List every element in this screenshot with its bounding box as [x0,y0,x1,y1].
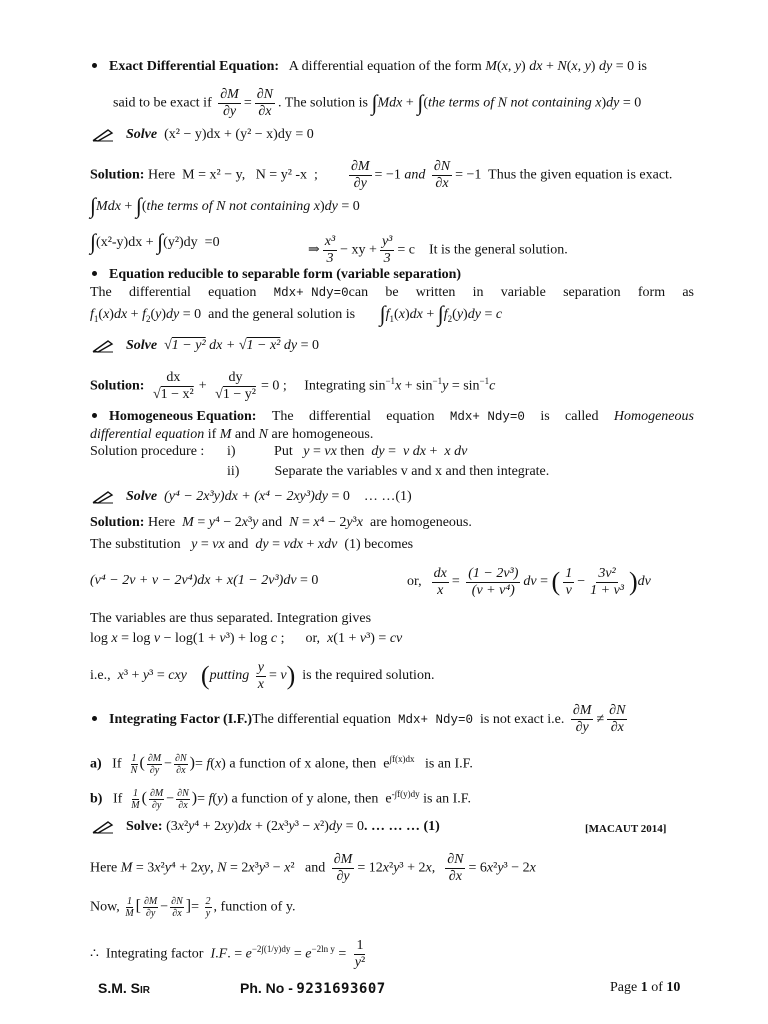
integrating-rule-a: a) If $\frac{1}{N}$ ( $\frac{\partial M}{\partial y}$ − $\frac{\partial N}{\partial x}$ )= f(x) a function of x alone, then $e^{\int f(x)dx}$ is an I.F. [90,752,473,776]
separable-heading-line [92,266,461,284]
footer-phone [240,978,386,1000]
integrating-solution-line2: Now, $\frac{1}{M}$ [ $\frac{\partial M}{\partial y}$ − $\frac{\partial N}{\partial x}$ ]= $\frac{2}{y}$ , function of y. [90,896,296,919]
homogeneous-solve-line: Solve (y⁴ − 2x³y)dx + (x⁴ − 2xy³)dy = 0 … …(1) [92,488,412,506]
homogeneous-step2: ii) Separate the variables v and x and then integrate. [227,464,550,479]
pen-icon [92,339,114,353]
homogeneous-step1: i) Put y = vx then dy = v dx + x dv [227,444,468,459]
footer-page-number: Page 1 of 10 [610,980,681,995]
phone-label: Ph. No - [240,980,293,996]
exact-solution-result: ⇒ $\frac{\text{x³}}{3}$ − xy + $\frac{\text{y³}}{3}$ = c It is the general solution. [308,234,568,266]
homogeneous-line2: differential equation if M and N are homogeneous. [90,427,374,442]
homogeneous-solution-line5: log x = log v − log(1 + v³) + log c ; or, x(1 + v³) = cv [90,631,403,646]
integrating-rule-b: b) If $\frac{1}{M}$ ( $\frac{\partial M}{\partial y}$ − $\frac{\partial N}{\partial x}$ )= f(y) a function of y alone, then $e^{-\int f(y)dy}$ is an I.F. [90,787,471,811]
bullet-icon [92,716,97,721]
homogeneous-solution-line6: i.e., x³ + y³ = cxy (putting $\frac{y}{x}$ = v) is the required solution. [90,659,435,692]
homogeneous-solution-line3: (v⁴ − 2v + v − 2v⁴)dx + x(1 − 2v³)dv = 0 [90,573,319,588]
homogeneous-solution-line3b: or, $\frac{dx}{x}$ = $\frac{\text{(1 − 2v³)}}{\text{(v + v⁴)}}$ dv = ( $\frac{1}{v}$ − $\frac{\text{3v²}}{\text{1 + v³}}$ )dv [407,565,651,598]
bullet-icon [92,413,97,418]
bullet-icon [92,271,97,276]
homogeneous-solution-line2: The substitution y = vx and dy = vdx + xdv (1) becomes [90,537,414,552]
homogeneous-procedure: Solution procedure : [90,444,205,459]
integrating-solution-line1: Here M = 3x²y⁴ + 2xy, N = 2x³y³ − x² and $\frac{\partial M}{\partial y}$ = 12x²y³ + 2x, $\frac{\partial N}{\partial x}$ = 6x²y³ − 2x [90,852,536,884]
pen-icon [92,820,114,834]
separable-solve-line: Solve √1 − y² dx + √1 − x² dy = 0 [92,337,319,355]
exact-solution-line1: Solution: Here M = x² − y, N = y² -x ; $\frac{\partial M}{\partial y}$ = −1 and $\frac{\partial N}{\partial x}$ = −1 Thus the given equation is exact. [90,159,673,191]
homogeneous-solution-line1: Solution: Here M = y⁴ − 2x³y and N = x⁴ − 2y³x are homogeneous. [90,515,472,530]
separable-line1: The differential equation Mdx+ Ndy=0can be written in variable separation form as [90,285,694,300]
pen-icon [92,128,114,142]
phone-number: 9231693607 [296,981,386,997]
rule-a-label: a) [90,756,102,772]
homogeneous-line1: Homogeneous Equation: The differential equation Mdx+ Ndy=0 is called Homogeneous [92,408,694,426]
exact-def-line1: Exact Differential Equation: A differential equation of the form M(x, y) dx + N(x, y) dy = 0 is [92,58,647,76]
separable-line2: $f_1(x)dx + f_2(y)dy = 0$ and the general solution is $\int f_1(x)dx + \int f_2(y)dy = c$ [90,301,503,326]
exact-solution-line3: ∫(x²-y)dx + ∫(y²)dy =0 [90,229,220,254]
rule-b-label: b) [90,791,103,807]
bullet-icon [92,63,97,68]
integrating-solve-line: Solve: (3x²y⁴ + 2xy)dx + (2x³y³ − x²)dy = 0. … … … (1) [92,818,440,836]
integrating-line1: Integrating Factor (I.F.)The differential equation Mdx+ Ndy=0 is not exact i.e. $\frac{\partial M}{\partial y}$ ≠ $\frac{\partial N}{\partial x}$ [92,700,630,740]
exact-solution-line2: ∫Mdx + ∫(the terms of N not containing x)dy = 0 [90,193,360,218]
pen-icon [92,490,114,504]
exact-def-line2: said to be exact if $\frac{\partial M}{\partial y}$ = $\frac{\partial N}{\partial x}$ . The solution is ∫Mdx + ∫(the terms of N not containing x)dy = 0 [113,87,642,119]
footer-author: S.M. Sir [98,980,151,996]
exact-heading: Exact Differential Equation: [109,59,280,74]
integrating-solution-line3: ∴ Integrating factor I.F. = $e^{-2\int(1/y)dy} = e^{-2ln y}$ = $\frac{1}{\text{y²}}$ [90,937,366,970]
macaut-tag: [MACAUT 2014] [585,823,667,835]
separable-heading: Equation reducible to separable form (variable separation) [109,267,462,282]
homogeneous-solution-line4: The variables are thus separated. Integration gives [90,611,372,626]
separable-solution: Solution: $\frac{dx}{\text{√1 − x²}}$ + $\frac{dy}{\text{√1 − y²}}$ = 0 ; Integrating $\sin^{-1}x + \sin^{-1}y = \sin^{-1}c$ [90,370,496,402]
exact-solve-line: Solve (x² − y)dx + (y² − x)dy = 0 [92,126,314,144]
